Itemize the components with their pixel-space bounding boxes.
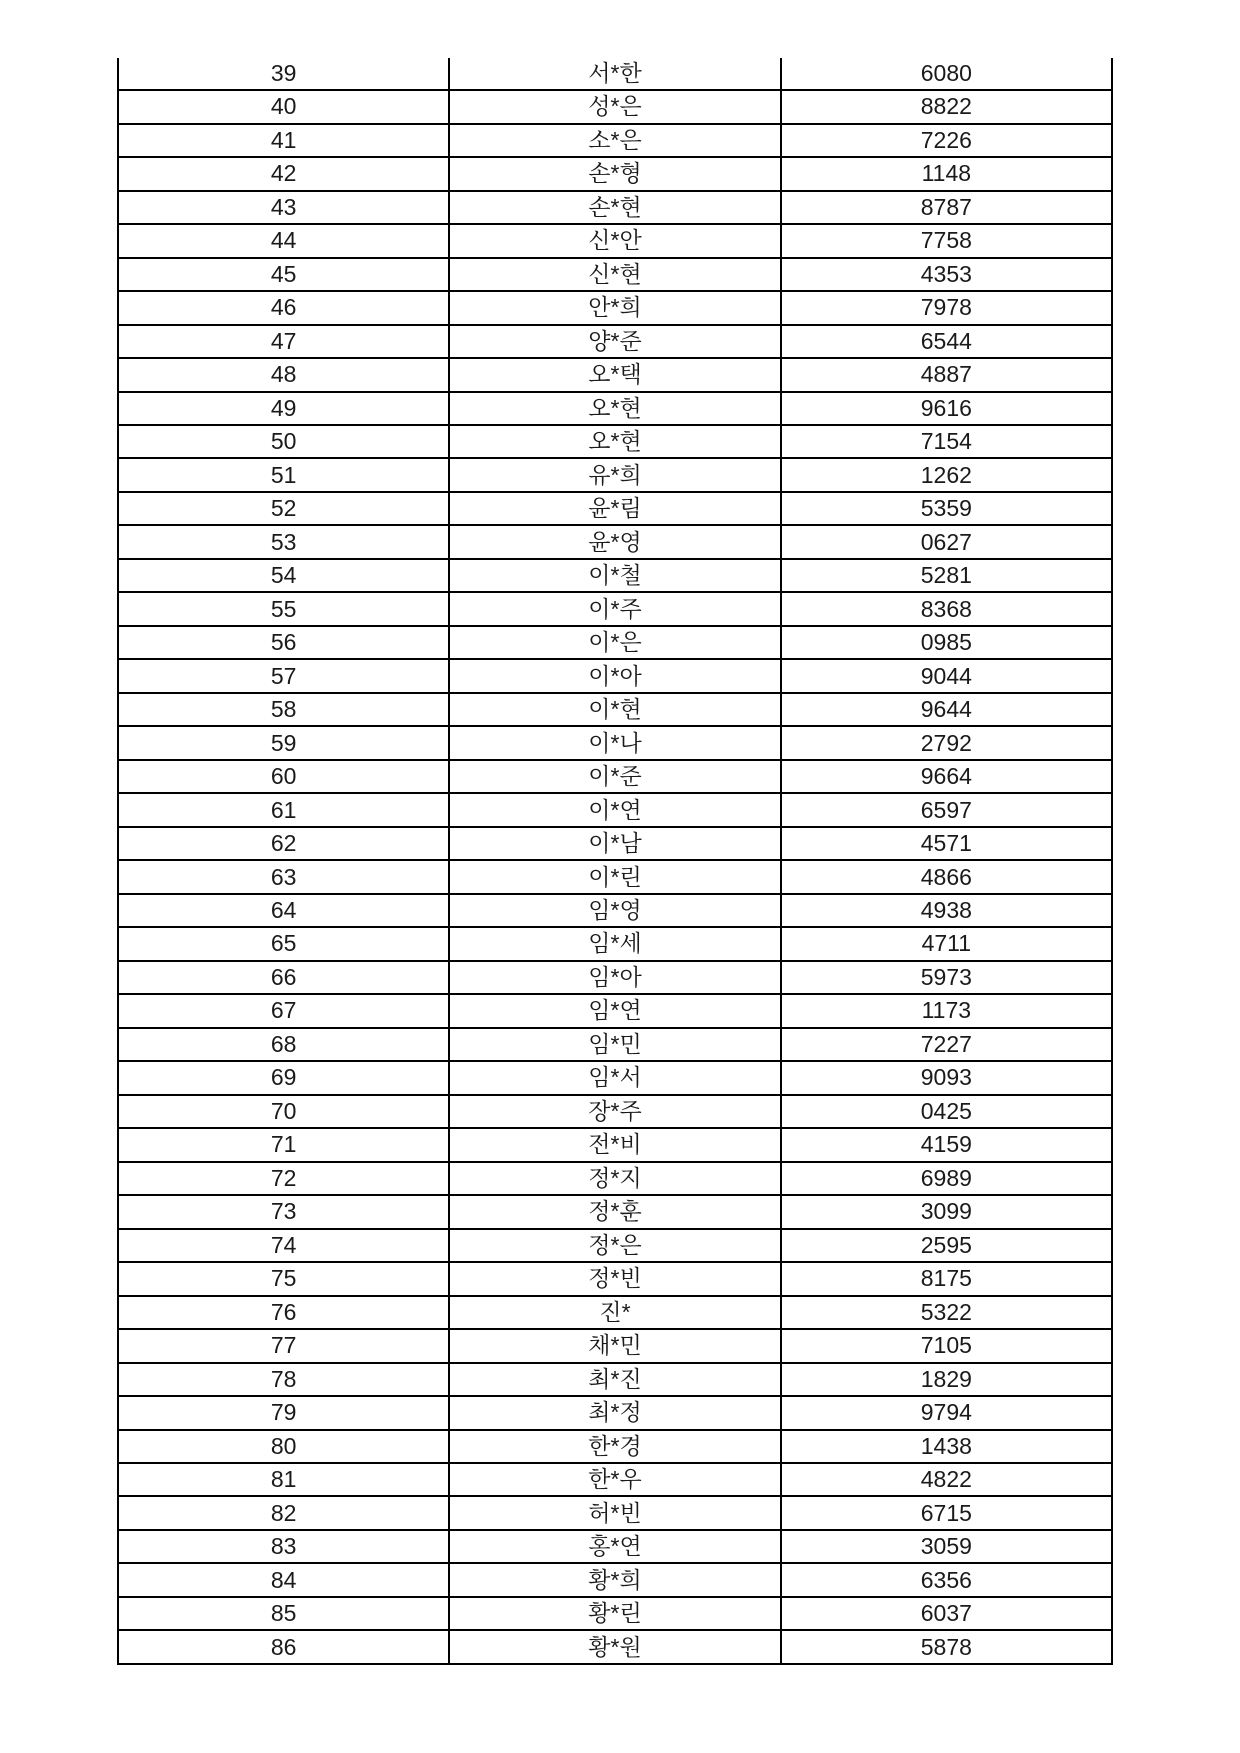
table-row [118,1396,1112,1429]
number-cell: 9044 [781,659,1112,692]
number-cell: 0627 [781,525,1112,558]
number-cell: 0425 [781,1095,1112,1128]
number-cell: 7105 [781,1329,1112,1362]
table-row [118,258,1112,291]
rank-cell: 47 [118,325,449,358]
rank-cell: 48 [118,358,449,391]
masked-name-cell: 이*남 [449,827,780,860]
table-row [118,425,1112,458]
table-row [118,90,1112,123]
masked-name-cell: 황*원 [449,1630,780,1664]
number-cell: 8787 [781,191,1112,224]
rank-cell: 55 [118,592,449,625]
masked-name-cell: 허*빈 [449,1496,780,1529]
table-row [118,157,1112,190]
table-row [118,458,1112,491]
number-cell: 4571 [781,827,1112,860]
masked-name-cell: 성*은 [449,90,780,123]
masked-name-cell: 이*연 [449,793,780,826]
table-row [118,124,1112,157]
rank-cell: 49 [118,392,449,425]
rank-cell: 44 [118,224,449,257]
table-row [118,1162,1112,1195]
number-cell: 2792 [781,726,1112,759]
number-cell: 7978 [781,291,1112,324]
masked-name-cell: 전*비 [449,1128,780,1161]
rank-cell: 54 [118,559,449,592]
masked-name-cell: 정*지 [449,1162,780,1195]
table-row [118,1329,1112,1362]
table-row [118,726,1112,759]
rank-cell: 53 [118,525,449,558]
table-row [118,827,1112,860]
table-row [118,1363,1112,1396]
winners-table [117,58,1113,1665]
rank-cell: 79 [118,1396,449,1429]
masked-name-cell: 장*주 [449,1095,780,1128]
masked-name-cell: 오*택 [449,358,780,391]
rank-cell: 73 [118,1195,449,1228]
table-row [118,1262,1112,1295]
masked-name-cell: 오*현 [449,425,780,458]
rank-cell: 39 [118,58,449,90]
table-row [118,626,1112,659]
masked-name-cell: 황*희 [449,1563,780,1596]
rank-cell: 81 [118,1463,449,1496]
masked-name-cell: 손*형 [449,157,780,190]
table-row [118,760,1112,793]
table-row [118,1530,1112,1563]
table-row [118,392,1112,425]
table-row [118,559,1112,592]
table-row [118,224,1112,257]
number-cell: 6597 [781,793,1112,826]
number-cell: 9664 [781,760,1112,793]
number-cell: 6356 [781,1563,1112,1596]
rank-cell: 85 [118,1597,449,1630]
rank-cell: 86 [118,1630,449,1664]
number-cell: 6715 [781,1496,1112,1529]
rank-cell: 58 [118,693,449,726]
masked-name-cell: 한*우 [449,1463,780,1496]
table-row [118,1128,1112,1161]
rank-cell: 65 [118,927,449,960]
number-cell: 4887 [781,358,1112,391]
table-row [118,1061,1112,1094]
rank-cell: 64 [118,894,449,927]
rank-cell: 77 [118,1329,449,1362]
number-cell: 4711 [781,927,1112,960]
masked-name-cell: 서*한 [449,58,780,90]
rank-cell: 78 [118,1363,449,1396]
masked-name-cell: 임*영 [449,894,780,927]
rank-cell: 80 [118,1430,449,1463]
table-row [118,1095,1112,1128]
number-cell: 0985 [781,626,1112,659]
masked-name-cell: 오*현 [449,392,780,425]
number-cell: 6544 [781,325,1112,358]
masked-name-cell: 소*은 [449,124,780,157]
rank-cell: 40 [118,90,449,123]
table-row [118,1195,1112,1228]
table-row [118,860,1112,893]
masked-name-cell: 정*빈 [449,1262,780,1295]
number-cell: 9794 [781,1396,1112,1429]
number-cell: 5281 [781,559,1112,592]
masked-name-cell: 홍*연 [449,1530,780,1563]
number-cell: 1438 [781,1430,1112,1463]
number-cell: 9093 [781,1061,1112,1094]
table-row [118,659,1112,692]
masked-name-cell: 임*아 [449,961,780,994]
number-cell: 1173 [781,994,1112,1027]
rank-cell: 75 [118,1262,449,1295]
table-row [118,1028,1112,1061]
rank-cell: 42 [118,157,449,190]
number-cell: 8822 [781,90,1112,123]
masked-name-cell: 이*린 [449,860,780,893]
number-cell: 9616 [781,392,1112,425]
table-row [118,1496,1112,1529]
number-cell: 2595 [781,1229,1112,1262]
rank-cell: 84 [118,1563,449,1596]
winners-table-body [118,58,1112,1664]
number-cell: 7758 [781,224,1112,257]
rank-cell: 83 [118,1530,449,1563]
masked-name-cell: 이*주 [449,592,780,625]
masked-name-cell: 황*린 [449,1597,780,1630]
masked-name-cell: 정*은 [449,1229,780,1262]
table-row [118,994,1112,1027]
masked-name-cell: 진* [449,1296,780,1329]
number-cell: 1148 [781,157,1112,190]
masked-name-cell: 정*훈 [449,1195,780,1228]
rank-cell: 41 [118,124,449,157]
number-cell: 5878 [781,1630,1112,1664]
table-row [118,325,1112,358]
rank-cell: 57 [118,659,449,692]
masked-name-cell: 이*은 [449,626,780,659]
table-row [118,1630,1112,1664]
number-cell: 8175 [781,1262,1112,1295]
table-row [118,1463,1112,1496]
table-row [118,1563,1112,1596]
masked-name-cell: 윤*림 [449,492,780,525]
rank-cell: 67 [118,994,449,1027]
masked-name-cell: 손*현 [449,191,780,224]
number-cell: 5322 [781,1296,1112,1329]
masked-name-cell: 유*희 [449,458,780,491]
table-row [118,693,1112,726]
table-row [118,58,1112,90]
table-row [118,1597,1112,1630]
number-cell: 4866 [781,860,1112,893]
number-cell: 4353 [781,258,1112,291]
number-cell: 6037 [781,1597,1112,1630]
rank-cell: 61 [118,793,449,826]
rank-cell: 56 [118,626,449,659]
table-row [118,961,1112,994]
table-row [118,592,1112,625]
rank-cell: 45 [118,258,449,291]
rank-cell: 71 [118,1128,449,1161]
table-row [118,525,1112,558]
masked-name-cell: 양*준 [449,325,780,358]
number-cell: 4822 [781,1463,1112,1496]
masked-name-cell: 최*정 [449,1396,780,1429]
number-cell: 7227 [781,1028,1112,1061]
rank-cell: 52 [118,492,449,525]
rank-cell: 62 [118,827,449,860]
masked-name-cell: 이*나 [449,726,780,759]
number-cell: 5359 [781,492,1112,525]
masked-name-cell: 이*준 [449,760,780,793]
number-cell: 4159 [781,1128,1112,1161]
table-row [118,1296,1112,1329]
masked-name-cell: 신*현 [449,258,780,291]
number-cell: 6989 [781,1162,1112,1195]
table-row [118,927,1112,960]
rank-cell: 60 [118,760,449,793]
number-cell: 6080 [781,58,1112,90]
number-cell: 7226 [781,124,1112,157]
rank-cell: 50 [118,425,449,458]
rank-cell: 63 [118,860,449,893]
masked-name-cell: 이*현 [449,693,780,726]
table-row [118,358,1112,391]
rank-cell: 82 [118,1496,449,1529]
number-cell: 3059 [781,1530,1112,1563]
rank-cell: 76 [118,1296,449,1329]
table-row [118,191,1112,224]
number-cell: 3099 [781,1195,1112,1228]
rank-cell: 72 [118,1162,449,1195]
masked-name-cell: 임*세 [449,927,780,960]
number-cell: 1262 [781,458,1112,491]
masked-name-cell: 채*민 [449,1329,780,1362]
table-row [118,1229,1112,1262]
masked-name-cell: 안*희 [449,291,780,324]
masked-name-cell: 최*진 [449,1363,780,1396]
rank-cell: 68 [118,1028,449,1061]
rank-cell: 70 [118,1095,449,1128]
masked-name-cell: 신*안 [449,224,780,257]
number-cell: 9644 [781,693,1112,726]
number-cell: 8368 [781,592,1112,625]
number-cell: 4938 [781,894,1112,927]
rank-cell: 66 [118,961,449,994]
number-cell: 1829 [781,1363,1112,1396]
table-row [118,1430,1112,1463]
table-row [118,894,1112,927]
masked-name-cell: 임*연 [449,994,780,1027]
rank-cell: 69 [118,1061,449,1094]
rank-cell: 51 [118,458,449,491]
masked-name-cell: 한*경 [449,1430,780,1463]
number-cell: 5973 [781,961,1112,994]
masked-name-cell: 윤*영 [449,525,780,558]
table-row [118,492,1112,525]
masked-name-cell: 이*아 [449,659,780,692]
masked-name-cell: 이*철 [449,559,780,592]
masked-name-cell: 임*서 [449,1061,780,1094]
number-cell: 7154 [781,425,1112,458]
table-row [118,291,1112,324]
masked-name-cell: 임*민 [449,1028,780,1061]
rank-cell: 46 [118,291,449,324]
rank-cell: 59 [118,726,449,759]
table-row [118,793,1112,826]
rank-cell: 43 [118,191,449,224]
rank-cell: 74 [118,1229,449,1262]
